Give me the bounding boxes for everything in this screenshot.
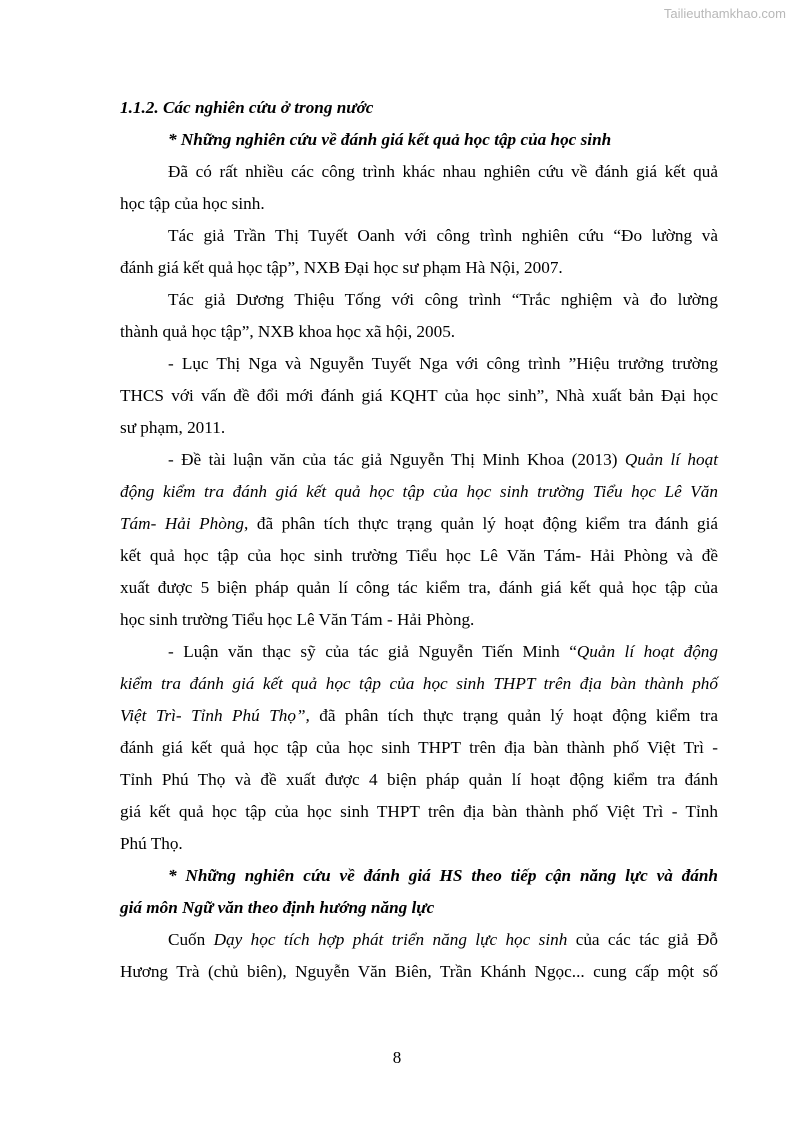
paragraph-line: Phú Thọ.: [120, 834, 183, 853]
subheading-1: * Những nghiên cứu về đánh giá kết quả học tập của học sinh: [168, 130, 612, 149]
paragraph-line: học tập của học sinh.: [120, 194, 265, 213]
paragraph-line: Tỉnh Phú Thọ và đề xuất được 4 biện pháp quản lí hoạt động kiểm tra đánh: [120, 770, 718, 789]
paragraph-line: sư phạm, 2011.: [120, 418, 226, 437]
paragraph-line: động kiểm tra đánh giá kết quả học tập của học sinh trường Tiểu học Lê Văn: [120, 482, 718, 501]
paragraph-line: giá kết quả học tập của học sinh THPT trên địa bàn thành phố Việt Trì - Tỉnh: [120, 802, 718, 821]
paragraph-line: Đã có rất nhiều các công trình khác nhau nghiên cứu về đánh giá kết quả: [168, 162, 718, 181]
italic-title: Quản lí hoạt: [624, 450, 718, 469]
paragraph-line: Tác giả Dương Thiệu Tống với công trình “Trắc nghiệm và đo lường: [168, 290, 718, 309]
paragraph-line: đánh giá kết quả học tập”, NXB Đại học sư phạm Hà Nội, 2007.: [120, 258, 563, 277]
section-heading: 1.1.2. Các nghiên cứu ở trong nước: [120, 98, 374, 117]
italic-title: Quản lí hoạt động: [576, 642, 718, 661]
text-run: - Đề tài luận văn của tác giả Nguyễn Thị Minh Khoa (2013): [168, 450, 625, 469]
paragraph-line: kiểm tra đánh giá kết quả học tập của học sinh THPT trên địa bàn thành phố: [120, 674, 718, 693]
document-body: [120, 92, 718, 988]
paragraph-line: THCS với vấn đề đổi mới đánh giá KQHT của học sinh”, Nhà xuất bản Đại học: [120, 386, 718, 405]
text-run: của các tác giả Đỗ: [567, 930, 718, 949]
paragraph-line: [120, 636, 718, 668]
text-run: Cuốn: [168, 930, 214, 949]
text-run: đã phân tích thực trạng quản lý hoạt động kiểm tra: [309, 706, 718, 725]
page-number: 8: [392, 1048, 402, 1067]
italic-title: Dạy học tích hợp phát triển năng lực học sinh: [213, 930, 568, 949]
italic-title: Việt Trì- Tỉnh Phú Thọ”,: [120, 706, 310, 725]
subheading-2-cont: giá môn Ngữ văn theo định hướng năng lực: [120, 898, 435, 917]
paragraph-line: thành quả học tập”, NXB khoa học xã hội, 2005.: [120, 322, 456, 341]
paragraph-line: Hương Trà (chủ biên), Nguyễn Văn Biên, Trần Khánh Ngọc... cung cấp một số: [120, 962, 718, 981]
paragraph-line: [120, 444, 718, 476]
paragraph-line: [120, 508, 718, 540]
paragraph-line: kết quả học tập của học sinh trường Tiểu học Lê Văn Tám- Hải Phòng và đề: [120, 546, 718, 565]
text-run: - Luận văn thạc sỹ của tác giả Nguyễn Tiến Minh “: [168, 642, 577, 661]
paragraph-line: Tác giả Trần Thị Tuyết Oanh với công trình nghiên cứu “Đo lường và: [168, 226, 718, 245]
paragraph-line: [120, 924, 718, 956]
subheading-2: * Những nghiên cứu về đánh giá HS theo tiếp cận năng lực và đánh: [168, 866, 718, 885]
watermark: Tailieuthamkhao.com: [663, 6, 786, 21]
paragraph-line: xuất được 5 biện pháp quản lí công tác kiểm tra, đánh giá kết quả học tập của: [120, 578, 718, 597]
paragraph-line: - Lục Thị Nga và Nguyễn Tuyết Nga với công trình ”Hiệu trưởng trường: [168, 354, 718, 373]
italic-title: Tám- Hải Phòng: [120, 514, 245, 533]
text-run: , đã phân tích thực trạng quản lý hoạt động kiểm tra đánh giá: [244, 514, 718, 533]
paragraph-line: học sinh trường Tiểu học Lê Văn Tám - Hải Phòng.: [120, 610, 475, 629]
paragraph-line: đánh giá kết quả học tập của học sinh THPT trên địa bàn thành phố Việt Trì -: [120, 738, 718, 757]
paragraph-line: [120, 700, 718, 732]
